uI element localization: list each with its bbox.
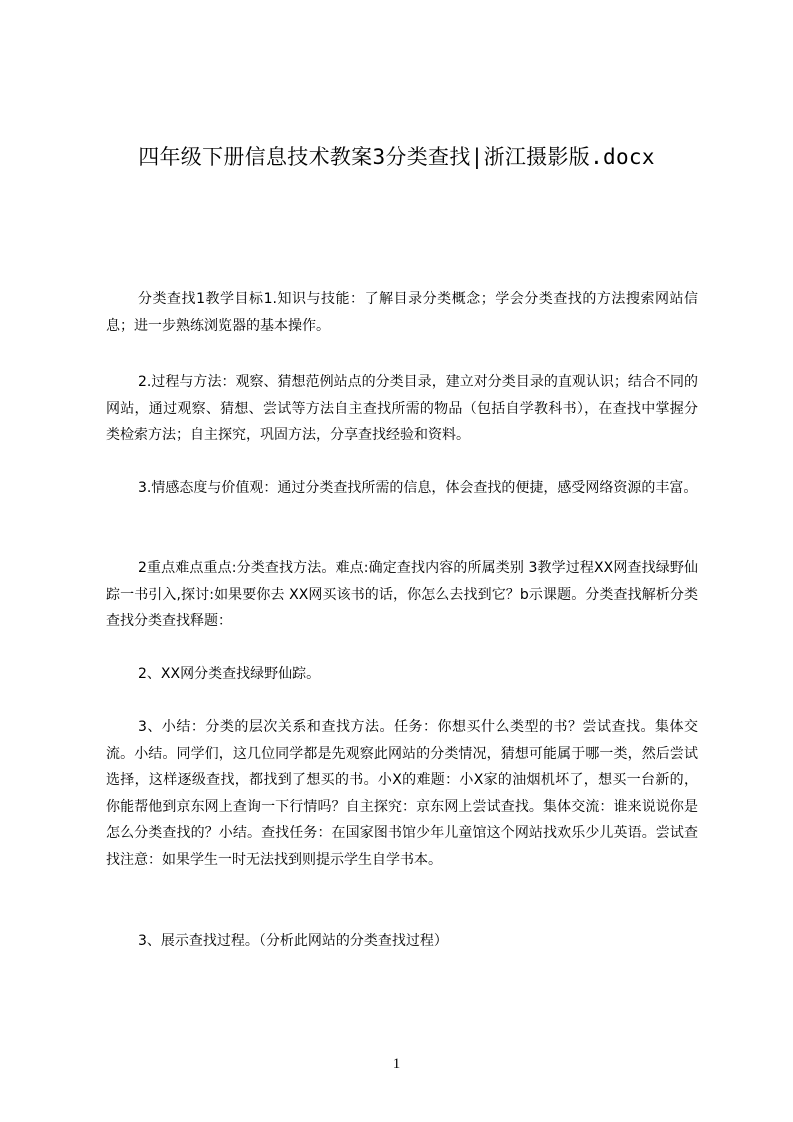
document-title: 四年级下册信息技术教案3分类查找|浙江摄影版.docx [138,145,655,169]
paragraph-step-2: 2、XX网分类查找绿野仙踪。 [138,666,321,682]
paragraph-teaching-goals: 分类查找1教学目标1.知识与技能：了解目录分类概念；学会分类查找的方法搜索网站信息；进一步熟练浏览器的基本操作。 [106,291,698,334]
paragraph-emotion-values: 3.情感态度与价值观：通过分类查找所需的信息，体会查找的便捷，感受网络资源的丰富。 [138,480,698,496]
paragraph-step-3-show: 3、展示查找过程。（分析此网站的分类查找过程） [138,933,448,949]
paragraph-step-3-summary: 3、小结：分类的层次关系和查找方法。任务：你想买什么类型的书？尝试查找。集体交流。小结。同学们，这几位同学都是先观察此网站的分类情况，猜想可能属于哪一类，然后尝试选择，这样逐级查找，都找到了想买的书。小X的难题：小X家的油烟机坏了，想买一台新的，你能帮他到京东网上查询一下行情吗？自主探究：京东网上尝试查找。集体交流：谁来说说你是怎么分类查找的？小结。查找任务：在国家图书馆少年儿童馆这个网站找欢乐少儿英语。尝试查找注意：如果学生一时无法找到则提示学生自学书本。 [106,719,698,868]
paragraph-key-points: 2重点难点重点:分类查找方法。难点:确定查找内容的所属类别 3教学过程XX网查找绿野仙踪一书引入,探讨:如果要你去 XX网买该书的话，你怎么去找到它？b示课题。分类查找解析分类查找分类查找释题： [106,560,698,629]
page-number: 1 [392,1056,401,1072]
paragraph-process-methods: 2.过程与方法：观察、猜想范例站点的分类目录，建立对分类目录的直观认识；结合不同的网站，通过观察、猜想、尝试等方法自主查找所需的物品（包括自学教科书），在查找中掌握分类检索方法；自主探究，巩固方法，分享查找经验和资料。 [106,374,698,443]
